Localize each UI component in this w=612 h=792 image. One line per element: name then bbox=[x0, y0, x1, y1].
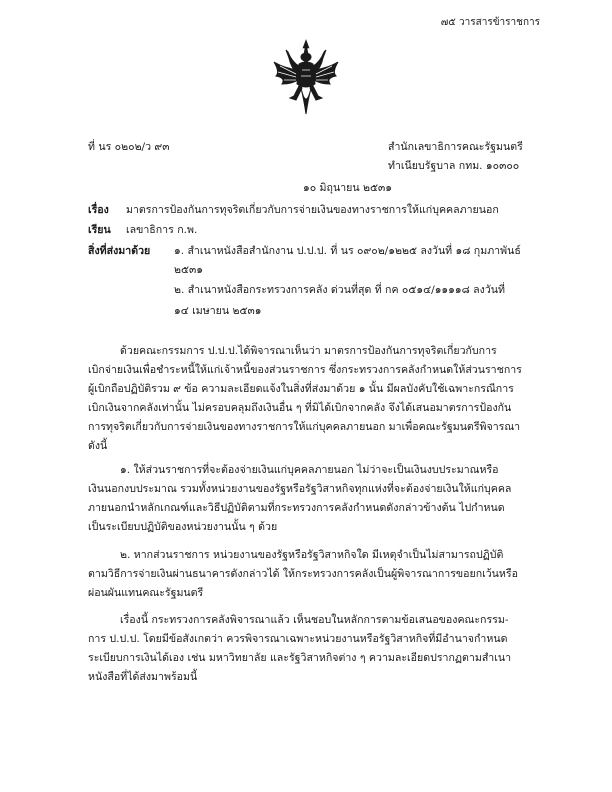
body-line: เบิกเงินจากคลังเท่านั้น ไม่ครอบคลุมถึงเงินอื่น ๆ ที่มิได้เบิกจากคลัง จึงได้เสนอมาตรการป้องกัน bbox=[88, 402, 512, 414]
body-line: ผู้เบิกถือปฏิบัติรวม ๙ ข้อ ความละเอียดแจ้งในสิ่งที่ส่งมาด้วย ๑ นั้น มีผลบังคับใช้เฉพาะกรณีการ bbox=[88, 383, 514, 395]
body-line: ตามวิธีการจ่ายเงินผ่านธนาคารดังกล่าวได้ ให้กระทรวงการคลังเป็นผู้พิจารณาการขอยกเว้นหรือ bbox=[88, 568, 518, 580]
body-line: เป็นระเบียบปฏิบัติของหน่วยงานนั้น ๆ ด้วย bbox=[88, 521, 278, 533]
body-line: การทุจริตเกี่ยวกับการจ่ายเงินของทางราชการให้แก่บุคคลภายนอก มาเพื่อคณะรัฐมนตรีพิจารณา bbox=[88, 421, 521, 433]
addressee-text: เลขาธิการ ก.พ. bbox=[126, 224, 198, 236]
attachment-item-1: ๑. สำเนาหนังสือสำนักงาน ป.ป.ป. ที่ นร ๐๙๐๒/๑๒๒๕ ลงวันที่ ๑๘ กุมภาพันธ์ bbox=[174, 245, 521, 257]
reference-number: ที่ นร ๐๒๐๒/ว ๙๓ bbox=[88, 141, 170, 153]
office-address: ทำเนียบรัฐบาล กทม. ๑๐๓๐๐ bbox=[388, 160, 520, 172]
attachment-item-2-cont: ๑๔ เมษายน ๒๕๓๑ bbox=[174, 305, 262, 317]
body-line: ผ่อนผันแทนคณะรัฐมนตรี bbox=[88, 587, 204, 599]
attachment-item-2: ๒. สำเนาหนังสือกระทรวงการคลัง ด่วนที่สุด ที่ กค ๐๕๑๔/๑๑๑๑๘ ลงวันที่ bbox=[174, 284, 505, 296]
body-line: เรื่องนี้ กระทรวงการคลังพิจารณาแล้ว เห็นชอบในหลักการตามข้อเสนอของคณะกรรม- bbox=[120, 614, 509, 626]
subject-text: มาตรการป้องกันการทุจริตเกี่ยวกับการจ่ายเงินของทางราชการให้แก่บุคคลภายนอก bbox=[126, 204, 499, 216]
garuda-emblem bbox=[270, 38, 342, 116]
body-paragraph-1 bbox=[88, 342, 522, 456]
document-date: ๑๐ มิถุนายน ๒๕๓๑ bbox=[303, 182, 392, 194]
subject-label: เรื่อง bbox=[88, 204, 109, 216]
body-line: ดังนี้ bbox=[88, 440, 108, 452]
body-line: หนังสือที่ได้ส่งมาพร้อมนี้ bbox=[88, 671, 198, 683]
attachments-label: สิ่งที่ส่งมาด้วย bbox=[88, 245, 151, 257]
page-tag: ๗๕ วารสารข้าราชการ bbox=[440, 17, 540, 28]
body-paragraph-4 bbox=[88, 611, 511, 687]
body-line: ๑. ให้ส่วนราชการที่จะต้องจ่ายเงินแก่บุคคลภายนอก ไม่ว่าจะเป็นเงินงบประมาณหรือ bbox=[120, 464, 499, 476]
body-line: ระเบียบการเงินได้เอง เช่น มหาวิทยาลัย และรัฐวิสาหกิจต่าง ๆ ความละเอียดปรากฏตามสำเนา bbox=[88, 652, 512, 664]
body-line: ภายนอกนำหลักเกณฑ์และวิธีปฏิบัติตามที่กระทรวงการคลังกำหนดดังกล่าวข้างต้น ไปกำหนด bbox=[88, 502, 505, 514]
body-paragraph-3 bbox=[88, 546, 518, 603]
body-line: การ ป.ป.ป. โดยมีข้อสังเกตว่า ควรพิจารณาเฉพาะหน่วยงานหรือรัฐวิสาหกิจที่มีอำนาจกำหนด bbox=[88, 633, 508, 645]
body-line: เงินนอกงบประมาณ รวมทั้งหน่วยงานของรัฐหรือรัฐวิสาหกิจทุกแห่งที่จะต้องจ่ายเงินให้แก่บุคคล bbox=[88, 483, 512, 495]
addressee-label: เรียน bbox=[88, 224, 111, 236]
body-line: ๒. หากส่วนราชการ หน่วยงานของรัฐหรือรัฐวิสาหกิจใด มีเหตุจำเป็นไม่สามารถปฏิบัติ bbox=[120, 549, 504, 561]
body-line: ด้วยคณะกรรมการ ป.ป.ป.ได้พิจารณาเห็นว่า มาตรการป้องกันการทุจริตเกี่ยวกับการ bbox=[120, 345, 497, 357]
issuing-office: สำนักเลขาธิการคณะรัฐมนตรี bbox=[388, 141, 523, 153]
body-line: เบิกจ่ายเงินเพื่อชำระหนี้ให้แก่เจ้าหนี้ของส่วนราชการ ซึ่งกระทรวงการคลังกำหนดให้ส่วนราชการ bbox=[88, 364, 522, 376]
attachment-item-1-cont: ๒๕๓๑ bbox=[174, 264, 203, 276]
body-paragraph-2 bbox=[88, 461, 511, 537]
